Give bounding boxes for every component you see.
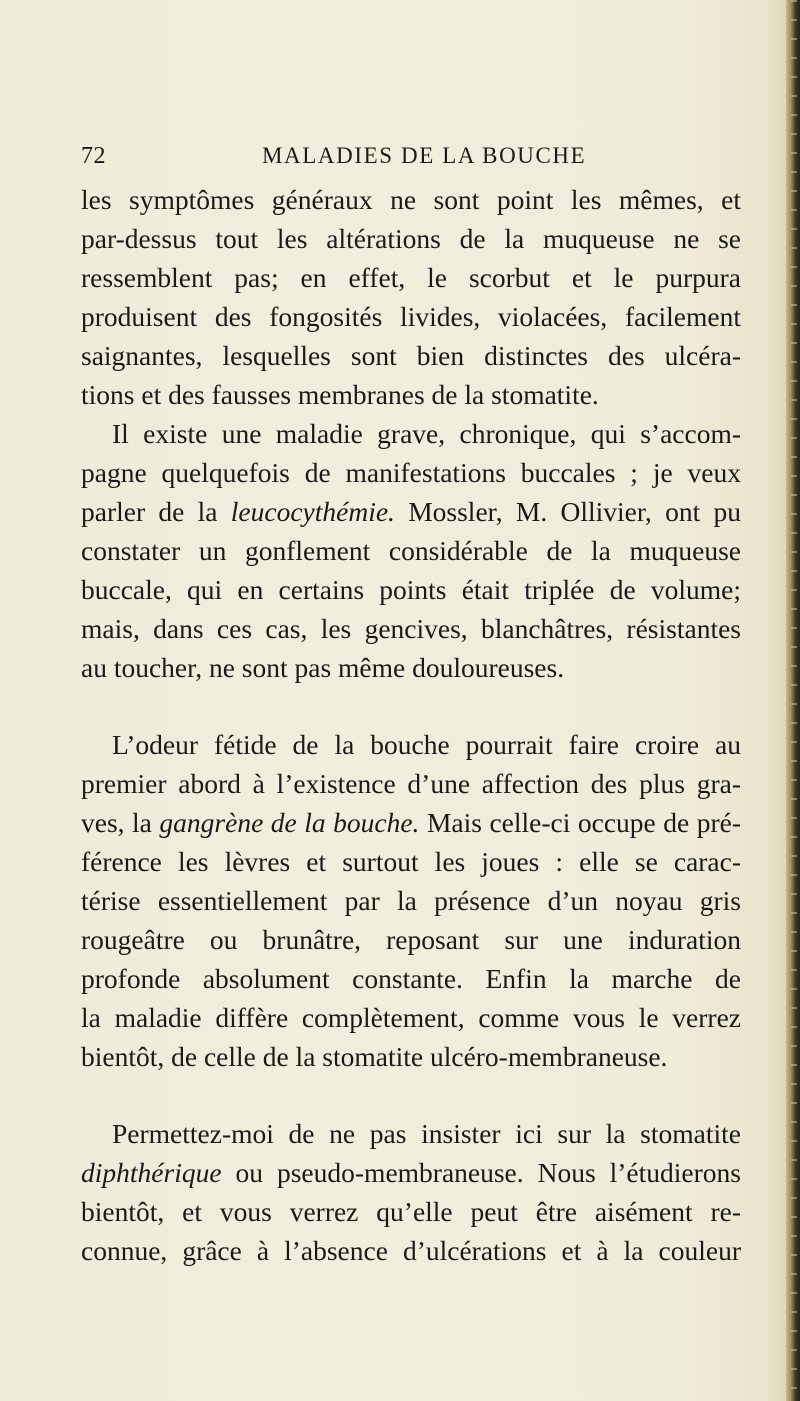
text-line xyxy=(81,1114,741,1153)
text-line xyxy=(81,881,741,920)
text-line xyxy=(81,803,741,842)
text-segment: bientôt, de celle de la stomatite ulcéro-membraneuse. xyxy=(81,1041,668,1072)
text-segment: connue, grâce à l’absence d’ulcérations et à la couleur xyxy=(81,1235,741,1266)
text-line xyxy=(81,920,741,959)
text-segment: rougeâtre ou brunâtre, reposant sur une induration xyxy=(81,924,741,955)
text-line xyxy=(81,1037,741,1076)
text-segment: par-dessus tout les altérations de la muqueuse ne se xyxy=(81,223,741,254)
text-segment: au toucher, ne sont pas même douloureuses. xyxy=(81,652,565,683)
text-segment: produisent des fongosités livides, violacées, facilement xyxy=(81,301,741,332)
text-line xyxy=(81,609,741,648)
text-segment: pagne quelquefois de manifestations buccales ; je veux xyxy=(81,457,741,488)
text-line xyxy=(81,219,741,258)
paragraph-gap xyxy=(81,1076,741,1114)
text-segment: Mais celle-ci occupe de pré- xyxy=(419,807,741,838)
page-number: 72 xyxy=(81,143,106,169)
text-segment: premier abord à l’existence d’une affection des plus gra- xyxy=(81,768,741,799)
text-line xyxy=(81,1192,741,1231)
text-line xyxy=(81,336,741,375)
italic-term: gangrène de la bouche. xyxy=(159,807,420,838)
text-segment: constater un gonflement considérable de la muqueuse xyxy=(81,535,741,566)
text-line xyxy=(81,531,741,570)
text-line xyxy=(81,998,741,1037)
running-head xyxy=(81,143,731,173)
paragraph xyxy=(81,414,741,687)
text-segment: tions et des fausses membranes de la stomatite. xyxy=(81,379,599,410)
text-line xyxy=(81,1153,741,1192)
text-segment: térise essentiellement par la présence d’un noyau gris xyxy=(81,885,741,916)
text-line xyxy=(81,258,741,297)
paragraph xyxy=(81,725,741,1076)
italic-term: leucocythémie. xyxy=(230,496,395,527)
text-line xyxy=(81,725,741,764)
text-line xyxy=(81,648,741,687)
text-line xyxy=(81,842,741,881)
text-line xyxy=(81,180,741,219)
italic-term: diphthérique xyxy=(81,1157,222,1188)
text-segment: ressemblent pas; en effet, le scorbut et le purpura xyxy=(81,262,741,293)
text-segment: buccale, qui en certains points était triplée de volume; xyxy=(81,574,741,605)
paragraph xyxy=(81,180,741,414)
text-segment: mais, dans ces cas, les gencives, blanchâtres, résistantes xyxy=(81,613,741,644)
text-segment: férence les lèvres et surtout les joues : elle se carac- xyxy=(81,846,741,877)
page-edge-stripes xyxy=(791,0,797,1401)
text-segment: Permettez-moi de ne pas insister ici sur la stomatite xyxy=(112,1118,741,1149)
paragraph xyxy=(81,1114,741,1270)
text-segment: Il existe une maladie grave, chronique, qui s’accom- xyxy=(112,418,741,449)
text-segment: ves, la xyxy=(81,807,160,838)
text-line xyxy=(81,1231,741,1270)
text-segment: bientôt, et vous verrez qu’elle peut être aisément re- xyxy=(81,1196,741,1227)
text-line xyxy=(81,414,741,453)
text-line xyxy=(81,453,741,492)
text-line xyxy=(81,764,741,803)
text-segment: parler de la xyxy=(81,496,231,527)
text-line xyxy=(81,297,741,336)
text-line xyxy=(81,375,741,414)
text-segment: les symptômes généraux ne sont point les mêmes, et xyxy=(81,184,741,215)
text-segment: Mossler, M. Ollivier, ont pu xyxy=(394,496,741,527)
text-segment: la maladie diffère complètement, comme vous le verrez xyxy=(81,1002,741,1033)
text-line xyxy=(81,492,741,531)
text-segment: saignantes, lesquelles sont bien distinctes des ulcéra- xyxy=(81,340,741,371)
text-segment: profonde absolument constante. Enfin la marche de xyxy=(81,963,741,994)
body-text xyxy=(81,180,741,1270)
running-title: MALADIES DE LA BOUCHE xyxy=(262,143,587,168)
paragraph-gap xyxy=(81,687,741,725)
text-segment: L’odeur fétide de la bouche pourrait faire croire au xyxy=(112,729,741,760)
text-segment: ou pseudo-membraneuse. Nous l’étudierons xyxy=(221,1157,741,1188)
text-line xyxy=(81,570,741,609)
text-line xyxy=(81,959,741,998)
